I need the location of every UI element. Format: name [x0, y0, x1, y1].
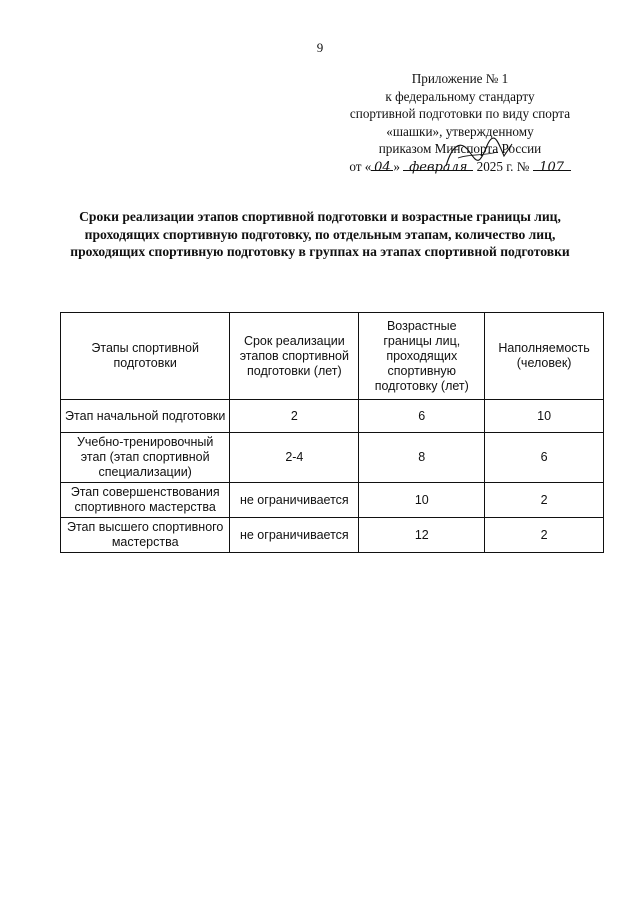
- table-row: [61, 483, 604, 518]
- table-row: [61, 400, 604, 433]
- group-size-cell: 2: [485, 518, 604, 553]
- group-size-cell: 6: [485, 433, 604, 483]
- group-size-cell: 2: [485, 483, 604, 518]
- order-year: 2025 г. №: [476, 158, 530, 174]
- age-cell: 8: [359, 433, 485, 483]
- header-group-size: Наполняемость (человек): [485, 313, 604, 400]
- stage-name-cell: Этап высшего спортивного мастерства: [61, 518, 230, 553]
- page-number: 9: [316, 40, 324, 55]
- order-day: 04: [374, 159, 391, 175]
- duration-cell: 2: [230, 400, 359, 433]
- header-stages: Этапы спортивной подготовки: [61, 313, 230, 400]
- age-cell: 6: [359, 400, 485, 433]
- order-prefix: от «: [349, 158, 372, 174]
- group-size-cell: 10: [485, 400, 604, 433]
- table-header-row: [61, 313, 604, 400]
- order-day-field: [371, 158, 393, 175]
- order-month: февраля: [409, 159, 468, 175]
- appendix-block: [340, 70, 580, 175]
- appendix-line: к федеральному стандарту: [385, 88, 535, 104]
- appendix-line: приказом Минспорта России: [378, 141, 542, 156]
- document-title: Сроки реализации этапов спортивной подготовки и возрастные границы лиц, проходящих спортивную подготовку, по отдельным этапам, количество лиц, проходящих спортивную подготовку в группах на этапах спортивной подготовки: [70, 209, 570, 259]
- stage-name-cell: Учебно-тренировочный этап (этап спортивной специализации): [61, 433, 230, 483]
- header-duration: Срок реализации этапов спортивной подготовки (лет): [230, 313, 359, 400]
- duration-cell: 2-4: [230, 433, 359, 483]
- training-stages-table: [60, 312, 604, 553]
- order-number-field: [533, 158, 571, 175]
- order-day-close: »: [393, 158, 400, 174]
- duration-cell: не ограничивается: [230, 518, 359, 553]
- header-age-limits: Возрастные границы лиц, проходящих спортивную подготовку (лет): [359, 313, 485, 400]
- stage-name-cell: Этап совершенствования спортивного мастерства: [61, 483, 230, 518]
- age-cell: 12: [359, 518, 485, 553]
- appendix-line: Приложение № 1: [411, 71, 509, 86]
- appendix-line: спортивной подготовки по виду спорта: [349, 106, 571, 121]
- duration-cell: не ограничивается: [230, 483, 359, 518]
- table-row: [61, 433, 604, 483]
- order-date-line: [340, 158, 580, 176]
- table-row: [61, 518, 604, 553]
- handwritten-signature: [438, 136, 518, 172]
- order-number: 107: [539, 159, 565, 175]
- appendix-line: «шашки», утвержденному: [386, 123, 534, 139]
- stage-name-cell: Этап начальной подготовки: [61, 400, 230, 433]
- age-cell: 10: [359, 483, 485, 518]
